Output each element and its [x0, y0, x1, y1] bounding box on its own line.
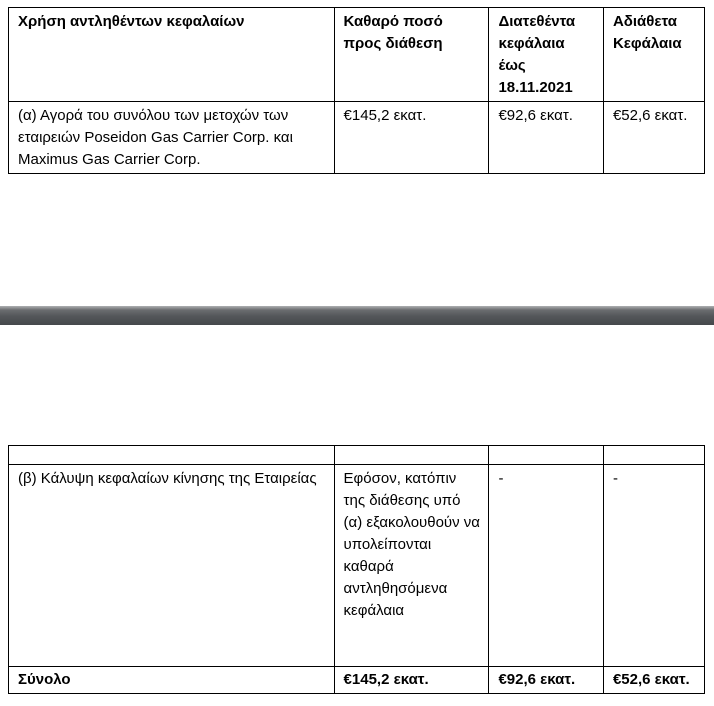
header-allocated: Διατεθέντα κεφάλαια έως 18.11.2021	[489, 8, 604, 102]
row-b-use: (β) Κάλυψη κεφαλαίων κίνησης της Εταιρείας	[9, 465, 335, 667]
total-label: Σύνολο	[9, 667, 335, 694]
row-a-unallocated: €52,6 εκατ.	[603, 102, 704, 174]
proceeds-table-bottom	[8, 445, 705, 694]
header-net-amount: Καθαρό ποσό προς διάθεση	[334, 8, 489, 102]
table-row	[9, 465, 705, 667]
table-row	[9, 102, 705, 174]
total-unallocated: €52,6 εκατ.	[603, 667, 704, 694]
total-row	[9, 667, 705, 694]
header-row	[9, 8, 705, 102]
total-allocated: €92,6 εκατ.	[489, 667, 604, 694]
row-b-allocated: -	[489, 465, 604, 667]
spacer-cell	[9, 446, 335, 465]
row-a-allocated: €92,6 εκατ.	[489, 102, 604, 174]
spacer-row	[9, 446, 705, 465]
row-a-net-amount: €145,2 εκατ.	[334, 102, 489, 174]
header-use: Χρήση αντληθέντων κεφαλαίων	[9, 8, 335, 102]
proceeds-table-top	[8, 7, 705, 174]
spacer-cell	[489, 446, 604, 465]
spacer-cell	[334, 446, 489, 465]
row-b-unallocated: -	[603, 465, 704, 667]
row-a-use: (α) Αγορά του συνόλου των μετοχών των εταιρειών Poseidon Gas Carrier Corp. και Maximus Gas Carrier Corp.	[9, 102, 335, 174]
header-unallocated: Αδιάθετα Κεφάλαια	[603, 8, 704, 102]
spacer-cell	[603, 446, 704, 465]
row-b-net-amount: Εφόσον, κατόπιν της διάθεσης υπό (α) εξακολουθούν να υπολείπονται καθαρά αντληθησόμενα κεφάλαια	[334, 465, 489, 667]
page-break-divider	[0, 306, 714, 325]
total-net-amount: €145,2 εκατ.	[334, 667, 489, 694]
